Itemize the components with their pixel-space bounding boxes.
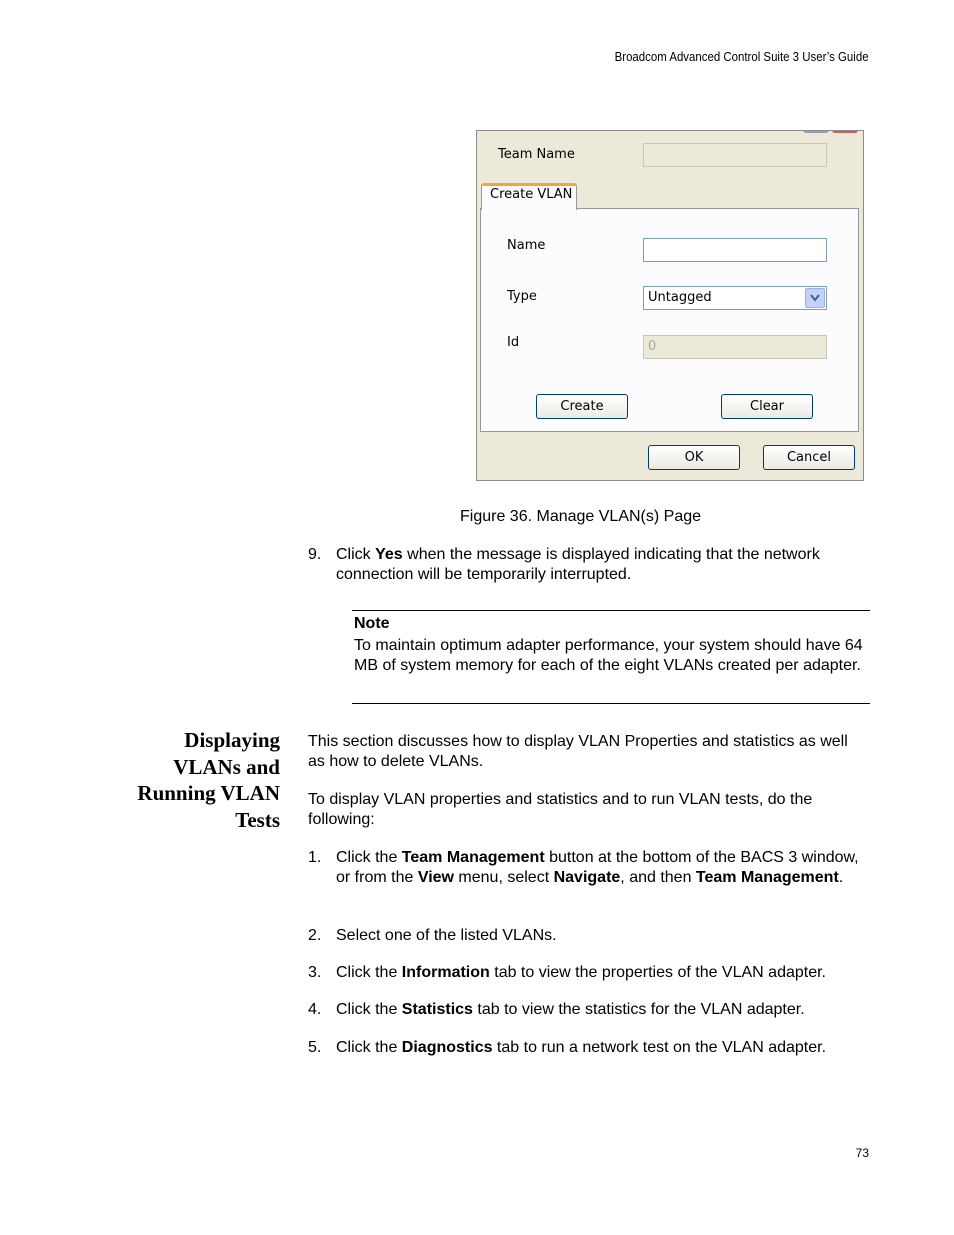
note-title: Note xyxy=(354,615,390,632)
vlan-type-value: Untagged xyxy=(648,290,712,305)
figure-caption: Figure 36. Manage VLAN(s) Page xyxy=(460,508,702,525)
team-name-field xyxy=(643,143,827,167)
step-number: 9. xyxy=(308,546,322,563)
ok-button[interactable]: OK xyxy=(648,445,740,470)
manage-vlan-dialog xyxy=(476,130,864,481)
vlan-id-field: 0 xyxy=(643,335,827,359)
vlan-type-select[interactable] xyxy=(643,286,827,310)
section-intro: This section discusses how to display VLAN Properties and statistics as well as how to delete VLANs. xyxy=(308,733,848,770)
running-header: Broadcom Advanced Control Suite 3 User’s Guide xyxy=(615,49,869,64)
clear-button[interactable]: Clear xyxy=(721,394,813,419)
create-vlan-panel xyxy=(480,208,859,432)
tab-create-vlan[interactable] xyxy=(481,183,577,210)
note-text: To maintain optimum adapter performance, your system should have 64 MB of system memory for each of the eight VLANs created per adapter. xyxy=(354,637,863,674)
step-text: Click Yes when the message is displayed indicating that the network connection will be temporarily interrupted. xyxy=(336,546,820,583)
window-button-edge xyxy=(803,130,829,133)
chevron-down-icon[interactable] xyxy=(805,288,825,308)
section-heading: Displaying VLANs and Running VLAN Tests xyxy=(137,728,280,832)
section-lead-in: To display VLAN properties and statistics and to run VLAN tests, do the following: xyxy=(308,791,813,828)
type-label: Type xyxy=(507,289,537,304)
vlan-name-input[interactable] xyxy=(643,238,827,262)
note-box xyxy=(352,610,870,704)
team-name-label: Team Name xyxy=(498,147,575,162)
create-button[interactable]: Create xyxy=(536,394,628,419)
close-button-edge xyxy=(832,130,858,133)
id-label: Id xyxy=(507,335,520,350)
name-label: Name xyxy=(507,238,546,253)
tab-create-vlan-label: Create VLAN xyxy=(490,187,573,202)
cancel-button[interactable]: Cancel xyxy=(763,445,855,470)
page-number: 73 xyxy=(855,1146,869,1160)
